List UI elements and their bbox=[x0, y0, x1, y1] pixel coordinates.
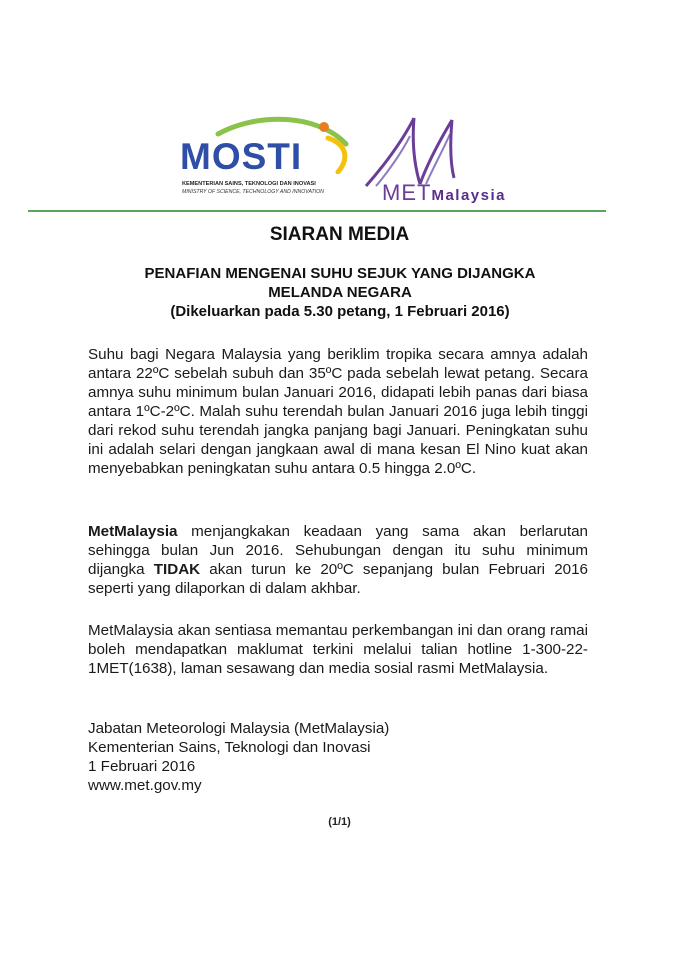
page-number: (1/1) bbox=[328, 816, 351, 828]
signature-block bbox=[88, 719, 389, 795]
metmalaysia-logo bbox=[362, 112, 522, 204]
mosti-subtitle-malay: KEMENTERIAN SAINS, TEKNOLOGI DAN INOVASI bbox=[182, 181, 316, 187]
header-divider bbox=[28, 210, 606, 212]
signature-line-date: 1 Februari 2016 bbox=[88, 758, 196, 775]
met-swirl-icon bbox=[362, 112, 522, 188]
subtitle-line-1: PENAFIAN MENGENAI SUHU SEJUK YANG DIJANGKA bbox=[144, 265, 536, 282]
subtitle-line-2: MELANDA NEGARA bbox=[268, 284, 412, 301]
tidak-bold: TIDAK bbox=[153, 561, 201, 578]
paragraph-2-text-b: akan turun ke 20ºC sepanjang bulan Februari 2016 seperti yang dilaporkan di dalam akhbar. bbox=[88, 561, 588, 597]
met-logo-small: Malaysia bbox=[431, 187, 506, 204]
paragraph-3: MetMalaysia akan sentiasa memantau perkembangan ini dan orang ramai boleh mendapatkan maklumat terkini melalui talian hotline 1-300-22-1MET(1638), laman sesawang dan media sosial rasmi MetMalaysia. bbox=[88, 622, 588, 677]
met-logo-text bbox=[382, 180, 506, 206]
subtitle-line-3: (Dikeluarkan pada 5.30 petang, 1 Februari 2016) bbox=[170, 303, 510, 320]
paragraph-2-text-a: menjangkakan keadaan yang sama akan berlarutan sehingga bulan Jun 2016. Sehubungan dengan itu suhu minimum dijangka bbox=[88, 523, 588, 578]
paragraph-1: Suhu bagi Negara Malaysia yang beriklim tropika secara amnya adalah antara 22ºC sebelah subuh dan 35ºC pada sebelah lewat petang. Secara amnya suhu minimum bulan Januari 2016, didapati lebih panas dari biasa antara 1ºC-2ºC. Malah suhu terendah bulan Januari 2016 juga lebih tinggi dari rekod suhu terendah jangka panjang bagi Januari. Peningkatan suhu ini adalah selari dengan jangkaan awal di mana kesan El Nino kuat akan menyebabkan peningkatan suhu antara 0.5 hingga 2.0ºC. bbox=[88, 346, 588, 477]
met-logo-big: MET bbox=[382, 180, 432, 205]
mosti-logo bbox=[178, 114, 358, 204]
signature-line-department: Jabatan Meteorologi Malaysia (MetMalaysia) bbox=[88, 720, 390, 737]
signature-line-ministry: Kementerian Sains, Teknologi dan Inovasi bbox=[88, 739, 371, 756]
letterhead bbox=[0, 108, 679, 208]
mosti-logo-text: MOSTI bbox=[180, 136, 303, 177]
metmalaysia-bold: MetMalaysia bbox=[88, 523, 178, 540]
signature-line-website[interactable]: www.met.gov.my bbox=[88, 777, 202, 794]
paragraph-2 bbox=[88, 522, 588, 598]
mosti-subtitle-english: MINISTRY OF SCIENCE, TECHNOLOGY AND INNOVATION bbox=[182, 189, 324, 195]
document-subtitle bbox=[80, 264, 600, 321]
document-title: SIARAN MEDIA bbox=[269, 224, 410, 245]
